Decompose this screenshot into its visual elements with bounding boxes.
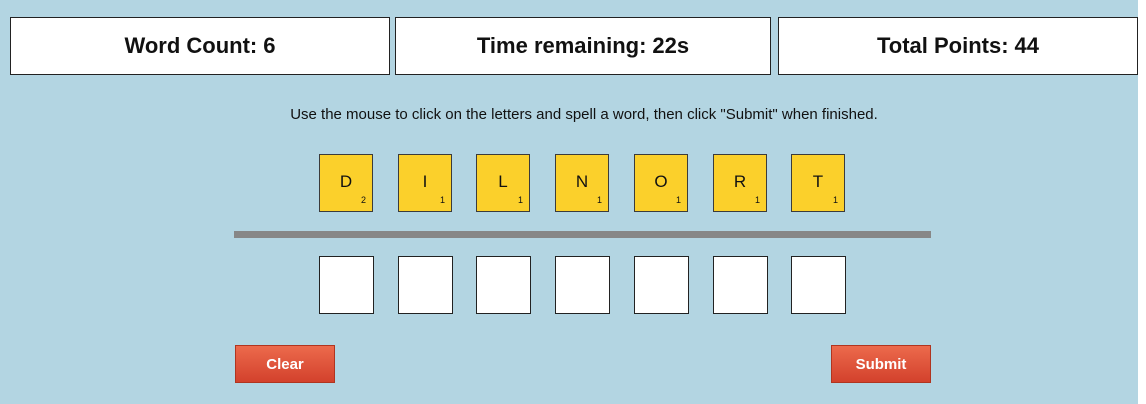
letter-tile[interactable] (555, 154, 609, 212)
tile-points: 1 (517, 195, 523, 205)
answer-slot[interactable] (713, 256, 768, 314)
letter-tile[interactable] (398, 154, 452, 212)
tile-points: 1 (675, 195, 681, 205)
clear-button[interactable]: Clear (235, 345, 335, 383)
word-count-panel (10, 17, 390, 75)
answer-slot[interactable] (476, 256, 531, 314)
tile-letter: L (498, 172, 508, 191)
submit-button[interactable]: Submit (831, 345, 931, 383)
tile-points: 2 (360, 195, 366, 205)
total-points-value: 44 (1014, 33, 1040, 58)
instructions-text: Use the mouse to click on the letters and spell a word, then click "Submit" when finished. (290, 106, 878, 123)
answer-slot[interactable] (398, 256, 453, 314)
letter-tile[interactable] (791, 154, 845, 212)
tile-letter: I (422, 172, 428, 191)
time-remaining-panel (395, 17, 771, 75)
answer-slot[interactable] (319, 256, 374, 314)
letter-tile[interactable] (713, 154, 767, 212)
tile-letter: T (812, 172, 824, 191)
tile-points: 1 (832, 195, 838, 205)
tile-points: 1 (439, 195, 445, 205)
tile-letter: N (575, 172, 589, 191)
answer-slot[interactable] (634, 256, 689, 314)
letter-tile[interactable] (634, 154, 688, 212)
total-points-label: Total Points: (876, 33, 1009, 58)
time-remaining-label: Time remaining: (476, 33, 647, 58)
page-margin (1138, 0, 1146, 404)
answer-slot[interactable] (555, 256, 610, 314)
tile-letter: O (654, 172, 668, 191)
tile-points: 1 (596, 195, 602, 205)
tile-points: 1 (754, 195, 760, 205)
letter-tile[interactable] (476, 154, 530, 212)
time-remaining-value: 22s (652, 33, 690, 58)
total-points-panel (778, 17, 1138, 75)
answer-slot[interactable] (791, 256, 846, 314)
divider-bar (234, 231, 931, 238)
word-count-value: 6 (263, 33, 276, 58)
letter-tile[interactable] (319, 154, 373, 212)
word-count-label: Word Count: (124, 33, 258, 58)
tile-letter: R (733, 172, 747, 191)
tile-letter: D (339, 172, 353, 191)
